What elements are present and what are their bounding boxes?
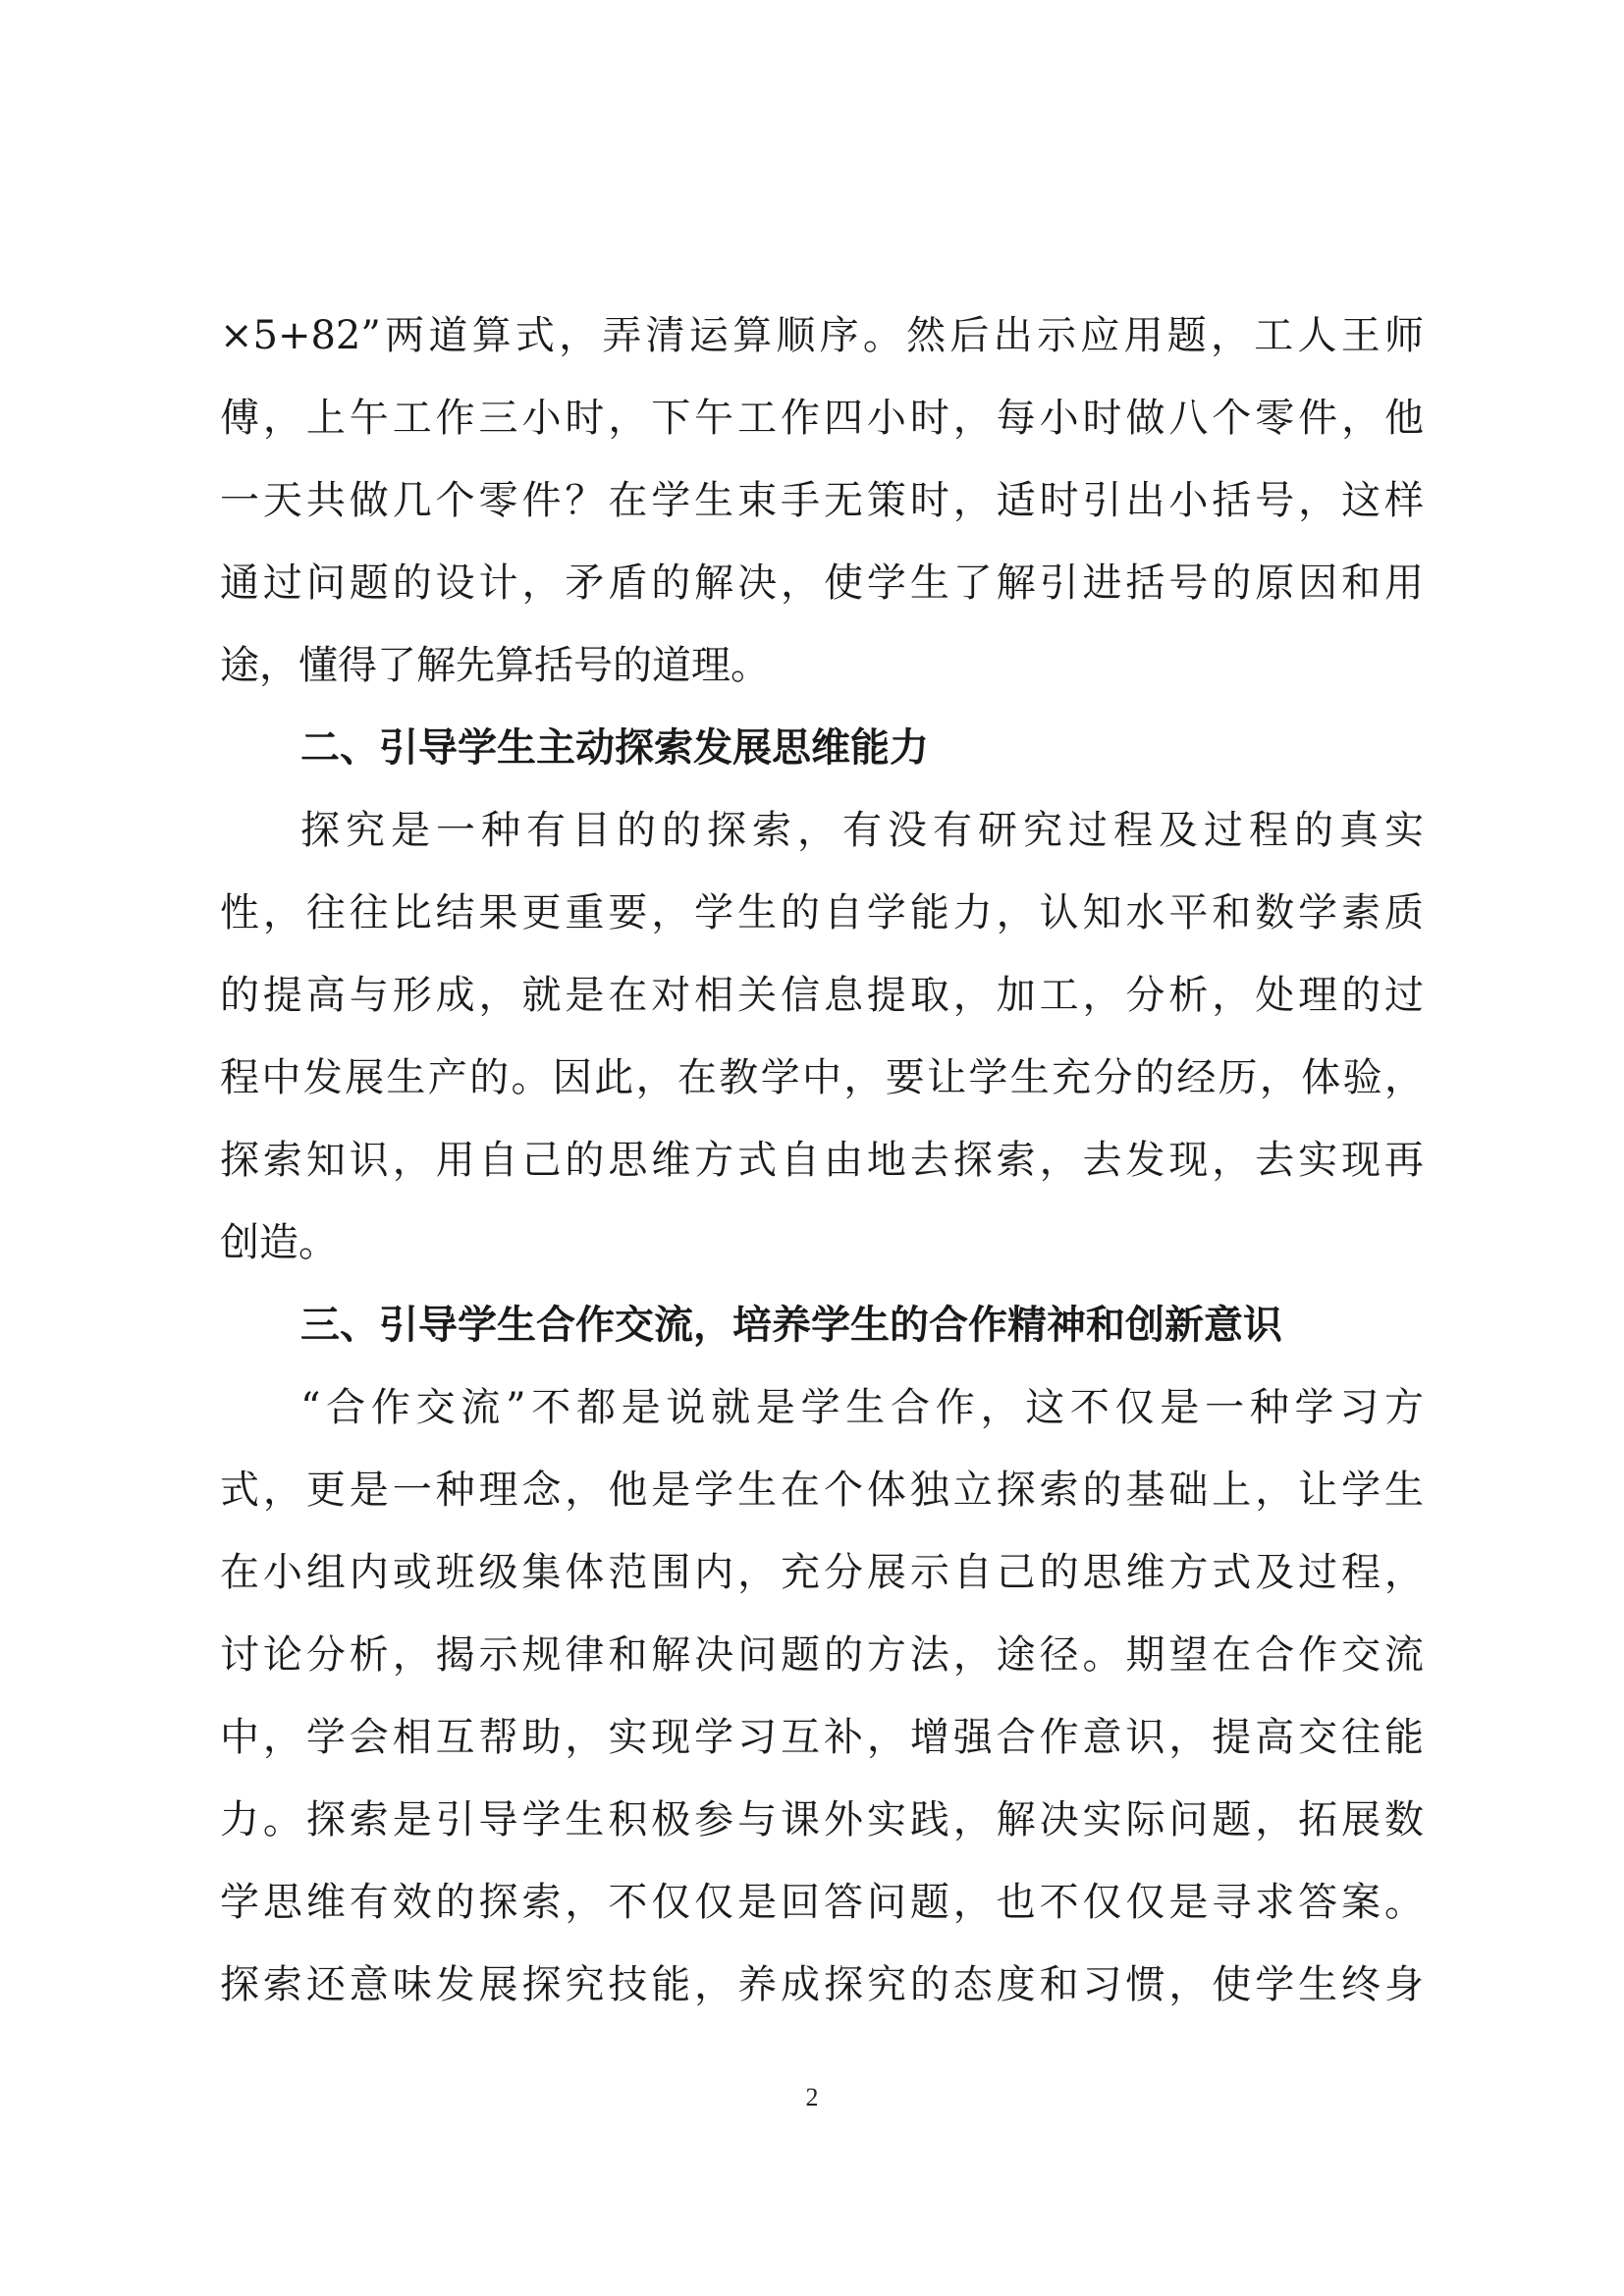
text-line: 性，往往比结果更重要，学生的自学能力，认知水平和数学素质 xyxy=(220,890,1424,935)
document-body xyxy=(220,294,1424,2026)
text-line: 途，懂得了解先算括号的道理。 xyxy=(220,643,770,688)
section-heading: 二、引导学生主动探索发展思维能力 xyxy=(300,725,929,771)
text-line: ×5+82”两道算式，弄清运算顺序。然后出示应用题，工人王师 xyxy=(220,313,1424,358)
text-line: 在小组内或班级集体范围内，充分展示自己的思维方式及过程， xyxy=(220,1550,1424,1595)
text-line: 探索还意味发展探究技能，养成探究的态度和习惯，使学生终身 xyxy=(220,1962,1424,2007)
text-line: 探究是一种有目的的探索，有没有研究过程及过程的真实 xyxy=(300,808,1424,853)
text-line: 傅，上午工作三小时，下午工作四小时，每小时做八个零件，他 xyxy=(220,396,1424,441)
text-line: 力。探索是引导学生积极参与课外实践，解决实际问题，拓展数 xyxy=(220,1797,1424,1842)
text-line: 的提高与形成，就是在对相关信息提取，加工，分析，处理的过 xyxy=(220,973,1424,1018)
text-line: 学思维有效的探索，不仅仅是回答问题，也不仅仅是寻求答案。 xyxy=(220,1880,1424,1925)
text-line: 式，更是一种理念，他是学生在个体独立探索的基础上，让学生 xyxy=(220,1468,1424,1513)
text-line: 一天共做几个零件？在学生束手无策时，适时引出小括号，这样 xyxy=(220,478,1424,523)
text-line: 探索知识，用自己的思维方式自由地去探索，去发现，去实现再 xyxy=(220,1138,1424,1183)
text-line: 通过问题的设计，矛盾的解决，使学生了解引进括号的原因和用 xyxy=(220,561,1424,606)
section-heading: 三、引导学生合作交流，培养学生的合作精神和创新意识 xyxy=(300,1303,1282,1348)
text-line: 中，学会相互帮助，实现学习互补，增强合作意识，提高交往能 xyxy=(220,1715,1424,1760)
text-line: “合作交流”不都是说就是学生合作，这不仅是一种学习方 xyxy=(300,1385,1424,1430)
text-line: 创造。 xyxy=(220,1220,338,1265)
text-line: 讨论分析，揭示规律和解决问题的方法，途径。期望在合作交流 xyxy=(220,1632,1424,1678)
text-line: 程中发展生产的。因此，在教学中，要让学生充分的经历，体验， xyxy=(220,1055,1424,1100)
page-number: 2 xyxy=(805,2083,819,2111)
